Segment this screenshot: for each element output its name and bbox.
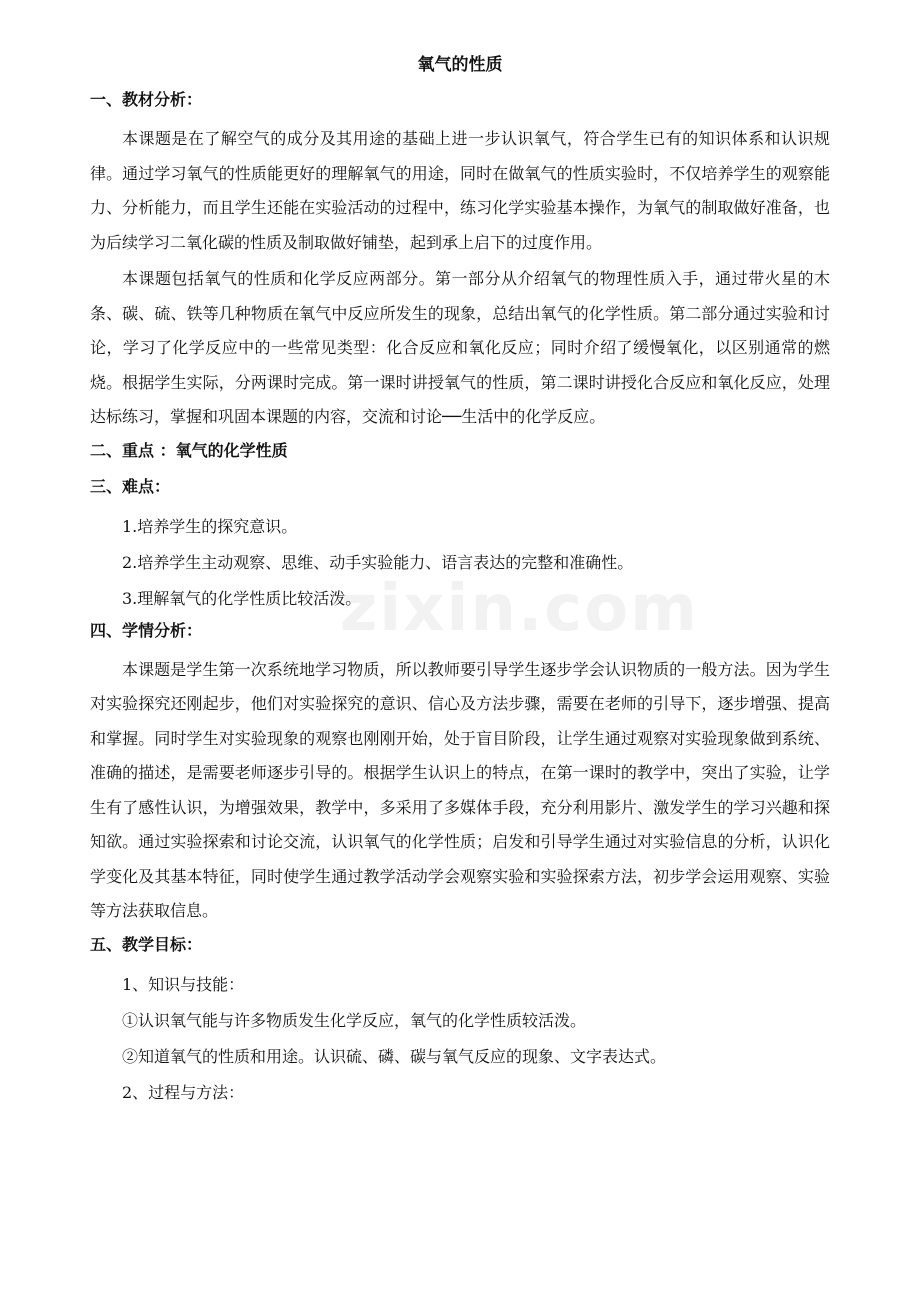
list-item: 2、过程与方法： bbox=[122, 1082, 245, 1102]
list-item: 2.培养学生主动观察、思维、动手实验能力、语言表达的完整和准确性。 bbox=[122, 552, 634, 572]
paragraph: 本课题是在了解空气的成分及其用途的基础上进一步认识氧气，符合学生已有的知识体系和认识规律。通过学习氧气的性质能更好的理解氧气的用途，同时在做氧气的性质实验时，不仅培养学生的观察能力、分析能力，而且学生还能在实验活动的过程中，练习化学实验基本操作，为氧气的制取做好准备，也为后续学习二氧化碳的性质及制取做好铺垫，起到承上启下的过度作用。 bbox=[90, 129, 830, 252]
list-item: ②知道氧气的性质和用途。认识硫、磷、碳与氧气反应的现象、文字表达式。 bbox=[122, 1046, 667, 1066]
list-item: ①认识氧气能与许多物质发生化学反应，氧气的化学性质较活泼。 bbox=[122, 1010, 587, 1030]
watermark: zixin.com bbox=[340, 572, 699, 646]
paragraph: 本课题是学生第一次系统地学习物质，所以教师要引导学生逐步学会认识物质的一般方法。因为学生对实验探究还刚起步，他们对实验探究的意识、信心及方法步骤，需要在老师的引导下，逐步增强、提高和掌握。同时学生对实验现象的观察也刚刚开始，处于盲目阶段，让学生通过观察对实验现象做到系统、准确的描述，是需要老师逐步引导的。根据学生认识上的特点，在第一课时的教学中，突出了实验，让学生有了感性认识，为增强效果，教学中，多采用了多媒体手段，充分利用影片、激发学生的学习兴趣和探知欲。通过实验探索和讨论交流，认识氧气的化学性质；启发和引导学生通过对实验信息的分析，认识化学变化及其基本特征，同时使学生通过教学活动学会观察实验和实验探索方法，初步学会运用观察、实验等方法获取信息。 bbox=[90, 659, 830, 920]
list-item: 3.理解氧气的化学性质比较活泼。 bbox=[122, 588, 362, 608]
list-item: 1、知识与技能： bbox=[122, 974, 245, 994]
list-item: 1.培养学生的探究意识。 bbox=[122, 516, 298, 536]
section-heading-key-points: 二、重点 ：氧气的化学性质 bbox=[90, 440, 288, 460]
section-heading-teaching-goals: 五、教学目标： bbox=[90, 934, 203, 954]
document-body bbox=[90, 86, 830, 1111]
section-heading-difficulties: 三、难点： bbox=[90, 476, 171, 496]
paragraph: 本课题包括氧气的性质和化学反应两部分。第一部分从介绍氧气的物理性质入手，通过带火星的木条、碳、硫、铁等几种物质在氧气中反应所发生的现象，总结出氧气的化学性质。第二部分通过实验和讨论，学习了化学反应中的一些常见类型：化合反应和氧化反应；同时介绍了缓慢氧化，以区别通常的燃烧。根据学生实际，分两课时完成。第一课时讲授氧气的性质，第二课时讲授化合反应和氧化反应，处理达标练习，掌握和巩固本课题的内容，交流和讨论──生活中的化学反应。 bbox=[90, 269, 830, 426]
section-heading-student-analysis: 四、学情分析： bbox=[90, 620, 203, 640]
section-heading-textbook-analysis: 一、教材分析： bbox=[90, 90, 203, 109]
document-title: 氧气的性质 bbox=[417, 55, 503, 75]
